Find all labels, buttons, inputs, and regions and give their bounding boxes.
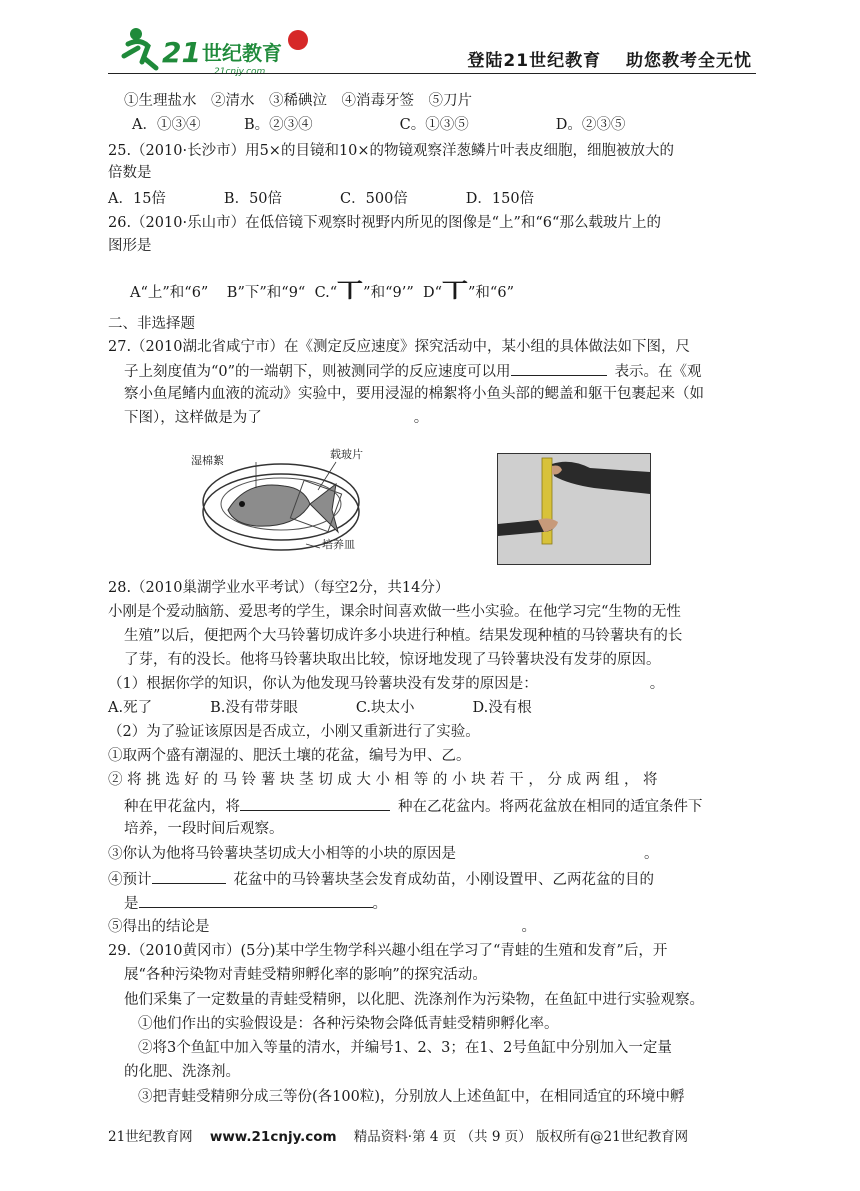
svg-text:21cnjy.com: 21cnjy.com <box>214 67 266 76</box>
q26-option-c-suffix: ”和“9’” <box>363 285 414 301</box>
q26-option-c-prefix: C.“ <box>314 285 338 301</box>
q26-option-d-prefix: D“ <box>422 285 443 301</box>
q28-step2-cont2: 培养，一段时间后观察。 <box>124 821 284 837</box>
header-divider <box>108 73 756 74</box>
q27-text-c: 下图），这样做是为了 <box>124 410 262 426</box>
q26-glyph-c: 丅 <box>337 278 364 302</box>
q27-blank-1[interactable] <box>511 360 607 376</box>
q29-stem: 29.（2010黄冈市）(5分)某中学生物学科兴趣小组在学习了“青蛙的生殖和发育”后，开 <box>108 943 668 959</box>
q27-text-d: 。 <box>413 410 429 426</box>
q28-step2-text-a: 种在甲花盆内，将 <box>124 799 240 815</box>
logo <box>118 22 318 76</box>
q28-blank-2[interactable] <box>152 868 226 884</box>
q28-heading: 28.（2010巢湖学业水平考试）（每空2分，共14分） <box>108 580 450 596</box>
q28-sub1 <box>108 674 664 694</box>
q27-stem-cont <box>124 360 702 382</box>
q28-para-1: 小刚是个爱动脑筋、爱思考的学生，课余时间喜欢做一些小实验。在他学习完“生物的无性 <box>108 604 681 620</box>
label-dish: 培养皿 <box>322 538 355 551</box>
materials-list: ①生理盐水 ②清水 ③稀碘泣 ④消毒牙签 ⑤刀片 <box>124 93 472 109</box>
q29-stem-cont: 展“各种污染物对青蛙受精卵孵化率的影响”的探究活动。 <box>124 967 487 983</box>
q28-step4 <box>108 868 654 890</box>
q27-stem-cont2: 察小鱼尾鳍内血液的流动》实验中，要用浸湿的棉絮将小鱼头部的鳃盖和躯干包裹起来（如 <box>124 386 704 402</box>
q28-para-2: 生殖”以后，便把两个大马铃薯切成许多小块进行种植。结果发现种植的马铃薯块有的长 <box>124 628 683 644</box>
q28-blank-3[interactable] <box>139 892 373 908</box>
q29-step1: ①他们作出的实验假设是：各种污染物会降低青蛙受精卵孵化率。 <box>138 1016 559 1032</box>
q27-stem-cont3 <box>124 408 428 428</box>
label-cotton: 湿棉絮 <box>191 454 224 467</box>
q28-step2-text-b: 种在乙花盆内。将两花盆放在相同的适宜条件下 <box>398 799 703 815</box>
svg-text:世纪教育: 世纪教育 <box>202 41 282 65</box>
q25-stem-cont: 倍数是 <box>108 165 152 181</box>
q28-step3-text: ③你认为他将马铃薯块茎切成大小相等的小块的原因是 <box>108 846 456 862</box>
q28-sub1-options: A.死了 B.没有带芽眼 C.块太小 D.没有根 <box>108 700 532 716</box>
q29-para: 他们采集了一定数量的青蛙受精卵，以化肥、洗涤剂作为污染物，在鱼缸中进行实验观察。 <box>124 992 704 1008</box>
fish-dish-figure <box>186 440 396 560</box>
svg-text:21: 21 <box>162 36 201 69</box>
q28-step3 <box>108 844 659 864</box>
footer-info: 精品资料·第 4 页 （共 9 页） 版权所有@21世纪教育网 <box>353 1129 689 1145</box>
q25-stem: 25.（2010·长沙市）用5×的目镜和10×的物镜观察洋葱鳞片叶表皮细胞，细胞被放大的 <box>108 143 675 159</box>
q24-options: A．①③④ B。②③④ C。①③⑤ D。②③⑤ <box>132 117 626 133</box>
q28-step4-text-b: 花盆中的马铃薯块茎会发育成幼苗，小刚设置甲、乙两花盆的目的 <box>233 872 654 888</box>
section-heading: 二、非选择题 <box>108 316 195 332</box>
footer-site: 21世纪教育网 <box>108 1129 193 1145</box>
q29-step2-cont: 的化肥、洗涤剂。 <box>124 1064 240 1080</box>
q26-option-d-suffix: ”和“6” <box>468 285 514 301</box>
footer <box>108 1125 688 1145</box>
q27-text-b: 表示。在《观 <box>614 364 702 380</box>
q28-step4-text-c: 是 <box>124 896 139 912</box>
q28-sub1-end: 。 <box>649 676 665 692</box>
header-slogan: 登陆21世纪教育 助您教考全无忧 <box>467 51 752 71</box>
q28-step5 <box>108 917 536 937</box>
q29-step3: ③把青蛙受精卵分成三等份(各100粒)，分别放人上述鱼缸中，在相同适宜的环境中孵 <box>138 1089 685 1105</box>
q28-step2: ② 将 挑 选 好 的 马 铃 薯 块 茎 切 成 大 小 相 等 的 小 块 若 干 ， 分 成 两 组 ， 将 <box>108 772 658 788</box>
q28-step4-end: 。 <box>372 896 387 912</box>
q27-stem: 27.（2010湖北省咸宁市）在《测定反应速度》探究活动中，某小组的具体做法如下图，尺 <box>108 339 690 355</box>
q28-step2-cont <box>124 795 703 817</box>
q26-stem: 26.（2010·乐山市）在低倍镜下观察时视野内所见的图像是“上”和“6“那么载玻片上的 <box>108 215 661 231</box>
label-slide: 载玻片 <box>330 448 363 461</box>
q28-step5-text: ⑤得出的结论是 <box>108 919 210 935</box>
q29-step2: ②将3个鱼缸中加入等量的清水，并编号1、2、3；在1、2号鱼缸中分别加入一定量 <box>138 1040 672 1056</box>
q26-options <box>130 280 514 303</box>
q26-option-b: B”下”和“9“ <box>226 285 306 301</box>
q28-step3-end: 。 <box>644 846 659 862</box>
q25-options: A．15倍 B．50倍 C．500倍 D．150倍 <box>108 191 535 207</box>
q28-step5-end: 。 <box>521 919 536 935</box>
q28-sub1-text: （1）根据你学的知识，你认为他发现马铃薯块没有发芽的原因是： <box>108 676 538 692</box>
q28-step1: ①取两个盛有潮湿的、肥沃土壤的花盆，编号为甲、乙。 <box>108 748 471 764</box>
footer-url[interactable]: www.21cnjy.com <box>209 1129 337 1145</box>
q26-glyph-d: 丅 <box>442 278 469 302</box>
q26-stem-cont: 图形是 <box>108 238 152 254</box>
ruler-photo <box>497 453 651 565</box>
q27-text-a: 子上刻度值为“0”的一端朝下，则被测同学的反应速度可以用 <box>124 364 511 380</box>
q26-option-a: A“上”和“6” <box>130 285 209 301</box>
q28-sub2: （2）为了验证该原因是否成立，小刚又重新进行了实验。 <box>108 724 480 740</box>
q28-para-3: 了芽，有的没长。他将马铃薯块取出比较，惊讶地发现了马铃薯块没有发芽的原因。 <box>124 652 661 668</box>
q28-step4-cont <box>124 892 387 914</box>
q28-step4-text-a: ④预计 <box>108 872 152 888</box>
q28-blank-1[interactable] <box>240 795 390 811</box>
